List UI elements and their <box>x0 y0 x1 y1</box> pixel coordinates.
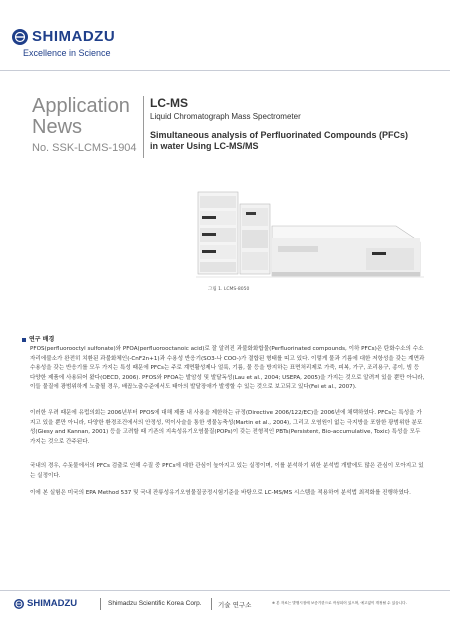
document-number: No. SSK-LCMS-1904 <box>32 142 137 154</box>
header-divider <box>0 70 450 71</box>
product-category: LC-MS <box>150 96 188 110</box>
footer-brand-name: SHIMADZU <box>27 598 78 609</box>
brand-name: SHIMADZU <box>32 28 116 45</box>
paragraph-1: PFOS(perfluorooctyl sulfonate)와 PFOA(perfluorooctanoic acid)로 잘 알려진 과불화화합물(Perfluorinated compounds, 이하 PFCs)은 탄화수소의 수소자리에불소가 완전히 치환된 과불화체인(-CnF2n+1)과 수용성 반응기(SO3-나 COO-)가 결합된 형태를 띠고 있다. 이렇게 물과 기름에 대한 저항성을 갖는 계면과 수용성을 갖는 반응기를 모두 가지는 특성 때문에 PFCs는 주로 계면활성제나 얼룩, 기름, 물 등을 방지하는 표면처리제로 가죽, 피복, 가구, 조리용구, 종이, 빔 등 다양한 제품에 사용되어 왔다(OECD, 2006). PFOS와 PFOA는 발암성 및 발달독성(Lau et al., 2004; USEPA, 2005)을 가지는 것으로 알려져 있을 뿐만 아니라, 이들 물질에 광범위하게 노출될 경우, 배꼽노출수준에서도 태아의 발달장애가 발생할 수 있는 것으로 보고되고 있다(Fei et al., 2007). <box>30 346 425 391</box>
subject-line1: Simultaneous analysis of Perfluorinated Compounds (PFCs) <box>150 130 409 140</box>
figure-caption: 그림 1. LCMS-8050 <box>208 287 250 292</box>
document-subject <box>150 130 430 152</box>
title-divider <box>143 96 144 158</box>
footer-logo <box>14 598 77 609</box>
paragraph-4: 이에 본 실험은 미국의 EPA Method 537 및 국내 잔류성유기오염물질공정시험기준을 바탕으로 LC-MS/MS 시스템을 적용하여 분석법 최적화를 진행하였다. <box>30 490 411 496</box>
footer-divider <box>0 590 450 591</box>
section-heading <box>22 334 54 343</box>
brand-logo <box>12 28 115 45</box>
footer-separator <box>211 598 212 610</box>
app-title-line2: News <box>32 116 83 138</box>
paragraph-3: 국내의 경우, 수돗물에서의 PFCs 검출로 인해 수질 중 PFCs에 대한 관심이 높아지고 있는 실정이며, 이를 분석하기 위한 분석법 개발에도 많은 관심이 모아지고 있는 실정이다. <box>30 463 424 479</box>
section-heading-text: 연구 배경 <box>29 336 55 343</box>
app-title-line1: Application <box>32 95 130 117</box>
paragraph-2: 이러한 우려 때문에 유럽의회는 2006년부터 PFOS에 대해 제품 내 사용을 제한하는 규정(Directive 2006/122/EC)을 2006년에 채택하였다. PFCs는 특성을 가지고 있을 뿐만 아니라, 다양한 환경조건에서의 안정성, 먹이사슬을 통한 생물농축성(Martin et al., 2004), 그리고 오염원이 없는 극지방을 포함한 광범위한 분포성(Giesy and Kannan, 2001) 등을 고려할 때 기존의 지속성유기오염물질(POPs)이 갖는 전형적인 PBTs(Persistent, Bio-accumulative, Toxic) 특성을 모두 가지는 것으로 간주된다. <box>30 410 423 445</box>
document-type-title <box>32 96 130 138</box>
instrument-image <box>196 186 424 282</box>
bullet-square-icon <box>22 338 26 342</box>
subject-line2: in water Using LC-MS/MS <box>150 141 259 151</box>
shimadzu-emblem-icon <box>12 29 28 45</box>
shimadzu-emblem-icon <box>14 599 24 609</box>
footer-department: 기술 연구소 <box>218 601 252 609</box>
footer-disclaimer: ※ 본 자료는 발행시점에 보증기한으로 작성되어 있으며, 예고없이 개정될 수 있습니다. <box>272 601 407 605</box>
footer-company: Shimadzu Scientific Korea Corp. <box>108 600 202 607</box>
brand-tagline: Excellence in Science <box>23 48 111 58</box>
product-category-subtitle: Liquid Chromatograph Mass Spectrometer <box>150 112 301 121</box>
footer-separator <box>100 598 101 610</box>
